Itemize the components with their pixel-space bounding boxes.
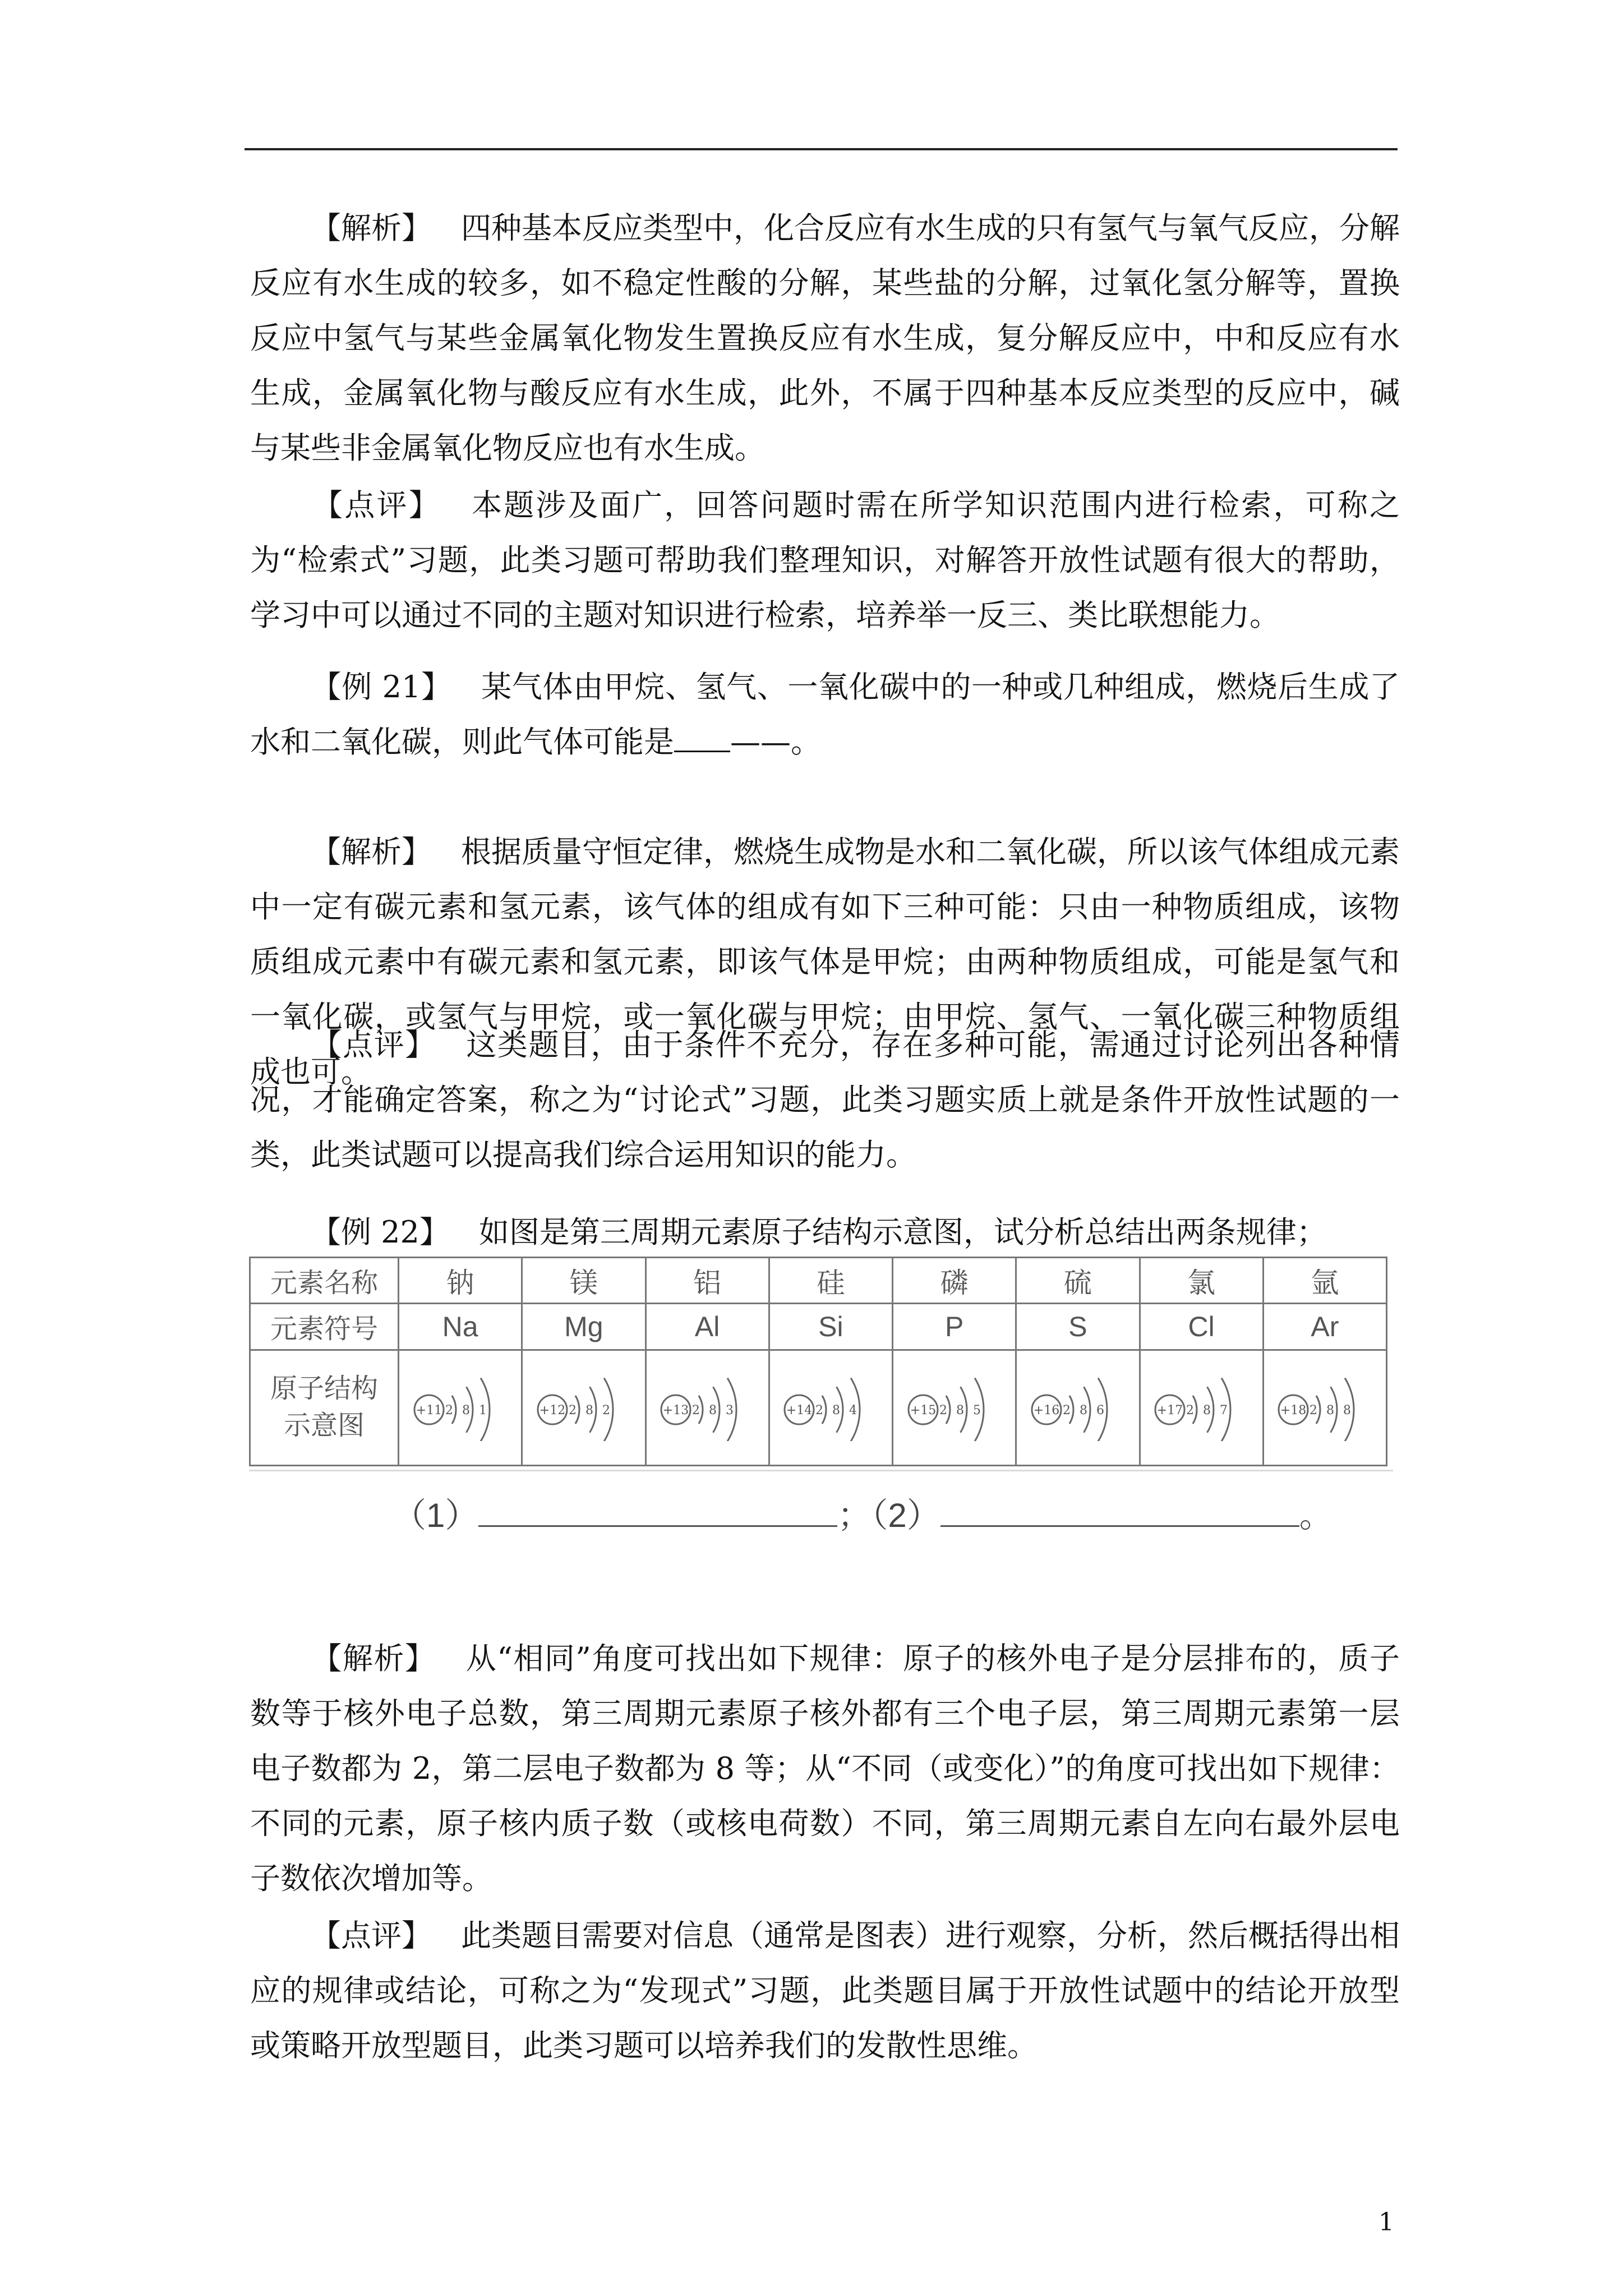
element-name: 镁: [522, 1258, 645, 1304]
nucleus-charge: +16: [1033, 1404, 1060, 1418]
row-header-diagram-line1: 原子结构: [270, 1374, 378, 1404]
nucleus-charge: +12: [539, 1404, 566, 1418]
atom-structure-diagram: [1269, 1374, 1381, 1441]
paragraph-text: 从“相同”角度可找出如下规律：原子的核外电子是分层排布的，质子数等于核外电子总数，第三周期元素原子核外都有三个电子层，第三周期元素第一层电子数都为 2，第二层电子数都为 8 等；从“不同（或变化）”的角度可找出如下规律：不同的元素，原子核内质子数（或核电荷数）不同，第三周期元素自左向右最外层电子数依次增加等。: [250, 1641, 1400, 1896]
atom-diagram-cell: [645, 1350, 769, 1465]
atom-diagram-cell: [1263, 1350, 1386, 1465]
header-rule: [245, 148, 1398, 150]
paragraph-comment-1: [250, 478, 1400, 643]
paragraph-analysis-1: [250, 201, 1400, 476]
paragraph-text-end: ——。: [730, 724, 821, 760]
table-row-symbols: [250, 1304, 1387, 1350]
nucleus-charge: +15: [910, 1404, 936, 1418]
shell-electron-count: 2: [568, 1404, 577, 1418]
tag-label: 【例 22】: [311, 1214, 450, 1250]
element-symbol: Mg: [522, 1304, 645, 1350]
atom-diagram-cell: [893, 1350, 1016, 1465]
paragraph-text: 这类题目，由于条件不充分，存在多种可能，需通过讨论列出各种情况，才能确定答案，称之为“讨论式”习题，此类习题实质上就是条件开放性试题的一类，此类试题可以提高我们综合运用知识的能力。: [250, 1027, 1400, 1172]
paragraph-text: 本题涉及面广，回答问题时需在所学知识范围内进行检索，可称之为“检索式”习题，此类习题可帮助我们整理知识，对解答开放性试题有很大的帮助，学习中可以通过不同的主题对知识进行检索，培养举一反三、类比联想能力。: [250, 487, 1400, 633]
answer-line-2: [940, 1495, 1299, 1527]
paragraph-comment-3: [250, 1908, 1400, 2073]
atom-structure-diagram: [528, 1374, 640, 1441]
shell-electron-count: 1: [478, 1404, 487, 1418]
row-header-diagram: [250, 1350, 399, 1465]
element-symbol: Si: [769, 1304, 892, 1350]
shell-electron-count: 8: [956, 1404, 964, 1418]
answer-lines: [393, 1489, 1333, 1537]
shell-electron-count: 8: [462, 1404, 470, 1418]
answer-separator: ；（2）: [837, 1497, 940, 1534]
tag-label: 【解析】: [311, 1641, 436, 1676]
table-row-diagrams: [250, 1350, 1387, 1465]
nucleus-charge: +13: [662, 1404, 689, 1418]
shell-electron-count: 5: [972, 1404, 981, 1418]
element-name: 氯: [1140, 1258, 1263, 1304]
atom-structure-diagram: [898, 1374, 1011, 1441]
shell-electron-count: 7: [1220, 1404, 1228, 1418]
shell-electron-count: 2: [445, 1404, 453, 1418]
shell-electron-count: 2: [1310, 1404, 1318, 1418]
element-symbol: S: [1016, 1304, 1140, 1350]
shell-electron-count: 2: [1186, 1404, 1195, 1418]
shell-electron-count: 2: [939, 1404, 947, 1418]
shell-electron-count: 8: [1203, 1404, 1211, 1418]
tag-label: 【解析】: [311, 834, 432, 869]
nucleus-charge: +11: [416, 1404, 442, 1418]
shell-electron-count: 8: [832, 1404, 841, 1418]
element-symbol: Na: [399, 1304, 522, 1350]
atom-structure-diagram: [1145, 1374, 1257, 1441]
paragraph-text: 某气体由甲烷、氢气、一氧化碳中的一种或几种组成，燃烧后生成了水和二氧化碳，则此气体可能是: [250, 669, 1400, 760]
paragraph-text: 根据质量守恒定律，燃烧生成物是水和二氧化碳，所以该气体组成元素中一定有碳元素和氢元素，该气体的组成有如下三种可能：只由一种物质组成，该物质组成元素中有碳元素和氢元素，即该气体是甲烷；由两种物质组成，可能是氢气和一氧化碳，或氢气与甲烷，或一氧化碳与甲烷；由甲烷、氢气、一氧化碳三种物质组成也可。: [250, 834, 1400, 1089]
atom-diagram-cell: [1016, 1350, 1140, 1465]
tag-label: 【点评】: [311, 487, 441, 523]
paragraph-text: 四种基本反应类型中，化合反应有水生成的只有氢气与氧气反应，分解反应有水生成的较多，如不稳定性酸的分解，某些盐的分解，过氧化氢分解等，置换反应中氢气与某些金属氧化物发生置换反应有水生成，复分解反应中，中和反应有水生成，金属氧化物与酸反应有水生成，此外，不属于四种基本反应类型的反应中，碱与某些非金属氧化物反应也有水生成。: [250, 210, 1400, 466]
atom-diagram-cell: [522, 1350, 645, 1465]
element-name: 磷: [893, 1258, 1016, 1304]
shell-electron-count: 8: [1343, 1404, 1352, 1418]
paragraph-text: 此类题目需要对信息（通常是图表）进行观察，分析，然后概括得出相应的规律或结论，可称之为“发现式”习题，此类题目属于开放性试题中的结论开放型或策略开放型题目，此类习题可以培养我们的发散性思维。: [250, 1918, 1400, 2063]
tag-label: 【解析】: [311, 210, 432, 246]
element-symbol: P: [893, 1304, 1016, 1350]
element-name: 硫: [1016, 1258, 1140, 1304]
element-symbol: Ar: [1263, 1304, 1386, 1350]
element-name: 铝: [645, 1258, 769, 1304]
shell-electron-count: 8: [709, 1404, 717, 1418]
atom-structure-diagram: [1022, 1374, 1134, 1441]
shell-electron-count: 2: [815, 1404, 824, 1418]
shell-electron-count: 4: [849, 1404, 857, 1418]
row-header-name: 元素名称: [250, 1258, 399, 1304]
nucleus-charge: +14: [786, 1404, 813, 1418]
page-number: 1: [1378, 2208, 1394, 2237]
element-name: 氩: [1263, 1258, 1386, 1304]
answer-blank: [674, 724, 730, 752]
row-header-diagram-line2: 示意图: [283, 1411, 365, 1441]
element-symbol: Al: [645, 1304, 769, 1350]
paragraph-comment-2: [250, 1018, 1400, 1182]
shell-electron-count: 2: [1062, 1404, 1071, 1418]
shell-electron-count: 8: [1326, 1404, 1335, 1418]
table-row-names: [250, 1258, 1387, 1304]
shell-electron-count: 8: [1079, 1404, 1087, 1418]
element-table: [249, 1257, 1387, 1466]
shell-electron-count: 8: [585, 1404, 593, 1418]
atom-diagram-cell: [1140, 1350, 1263, 1465]
element-name: 硅: [769, 1258, 892, 1304]
tag-label: 【点评】: [311, 1918, 432, 1953]
answer-end: 。: [1299, 1497, 1333, 1534]
atom-structure-diagram: [774, 1374, 887, 1441]
paragraph-example-21: [250, 660, 1400, 770]
atom-structure-diagram: [404, 1374, 517, 1441]
paragraph-analysis-3: [250, 1631, 1400, 1906]
row-header-symbol: 元素符号: [250, 1304, 399, 1350]
shell-electron-count: 3: [726, 1404, 734, 1418]
answer-line-1: [478, 1495, 837, 1527]
atom-structure-diagram: [651, 1374, 763, 1441]
shell-electron-count: 2: [692, 1404, 700, 1418]
shell-electron-count: 6: [1096, 1404, 1104, 1418]
atom-diagram-cell: [769, 1350, 892, 1465]
element-symbol: Cl: [1140, 1304, 1263, 1350]
tag-label: 【例 21】: [311, 669, 452, 705]
answer-label-1: （1）: [393, 1497, 479, 1534]
tag-label: 【点评】: [311, 1027, 436, 1062]
element-name: 钠: [399, 1258, 522, 1304]
shell-electron-count: 2: [602, 1404, 610, 1418]
paragraph-text: 如图是第三周期元素原子结构示意图，试分析总结出两条规律；: [478, 1214, 1327, 1250]
nucleus-charge: +17: [1156, 1404, 1183, 1418]
nucleus-charge: +18: [1280, 1404, 1307, 1418]
paragraph-example-22: [250, 1205, 1400, 1260]
atom-diagram-cell: [399, 1350, 522, 1465]
